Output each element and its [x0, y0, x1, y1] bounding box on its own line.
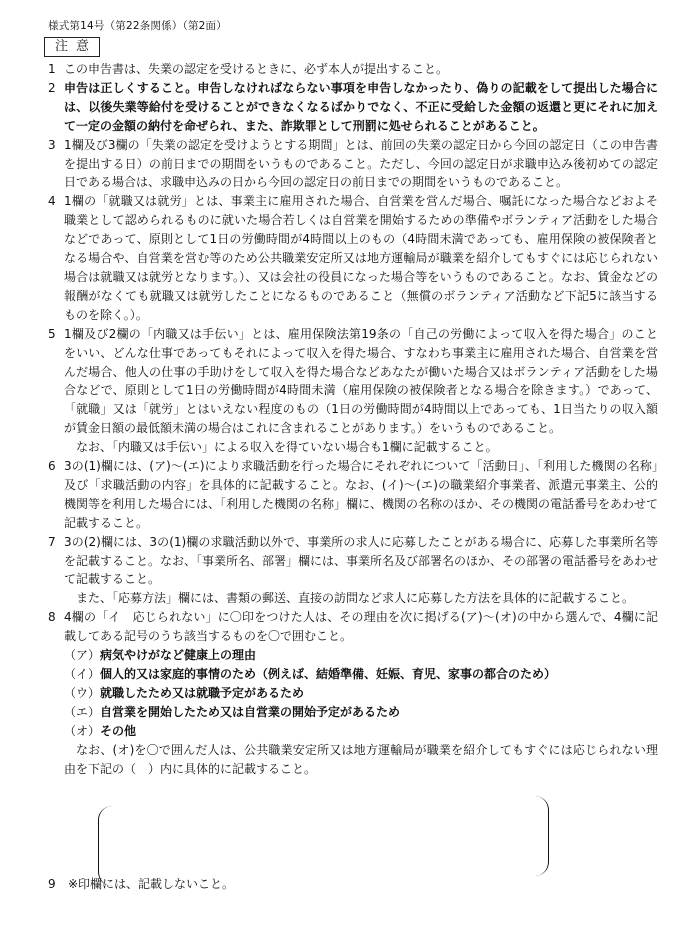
notice-item-5 [44, 325, 658, 438]
option-mark: （エ） [64, 704, 101, 719]
notice-item-7 [44, 533, 658, 590]
notice-item-8-note: なお、(オ)を〇で囲んだ人は、公共職業安定所又は地方運輸局が職業を紹介してもすぐには応じられない理由を下記の（ ）内に具体的に記載すること。 [64, 742, 658, 776]
reason-option-a [44, 646, 658, 665]
form-header: 様式第14号（第22条関係）（第2面） [48, 20, 227, 32]
reason-option-e [44, 703, 658, 722]
reason-option-i [44, 665, 658, 684]
option-text: 個人的又は家庭的事情のため（例えば、結婚準備、妊娠、育児、家事の都合のため） [100, 667, 557, 681]
item-text: 申告は正しくすること。申告しなければならない事項を申告しなかったり、偽りの記載をして提出した場合には、以後失業等給付を受けることができなくなるばかりでなく、不正に受給した金額の返還と更にそれに加えて一定の金額の納付を命ぜられ、また、詐欺罪として刑罰に処せられることがあること。 [64, 80, 658, 133]
reason-entry-right-parenthesis [534, 796, 549, 876]
notice-item-9 [48, 875, 234, 894]
reason-entry-left-parenthesis [98, 806, 113, 886]
notice-item-7-note: また、「応募方法」欄には、書類の郵送、直接の訪問など求人に応募した方法を具体的に記載すること。 [76, 591, 635, 606]
notice-body [44, 60, 658, 778]
notice-item-5-note: なお、「内職又は手伝い」による収入を得ていない場合も1欄に記載すること。 [76, 440, 498, 455]
notice-item-3 [44, 136, 658, 193]
item-number: 5 [48, 326, 56, 341]
item-number: 8 [48, 610, 56, 625]
option-text: その他 [100, 723, 137, 738]
item-number: 3 [48, 137, 56, 152]
item-number: 4 [48, 194, 56, 209]
item-text: ※印欄には、記載しないこと。 [68, 877, 235, 891]
reason-option-u [44, 684, 658, 703]
item-number: 9 [48, 877, 56, 891]
notice-label: 注意 [44, 37, 100, 57]
option-mark: （ウ） [64, 685, 101, 700]
notice-item-6 [44, 457, 658, 533]
option-text: 自営業を開始したため又は自営業の開始予定があるため [100, 704, 401, 719]
item-text: 1欄及び3欄の「失業の認定を受けようとする期間」とは、前回の失業の認定日から今回の認定日（この申告書を提出する日）の前日までの期間をいうものであること。ただし、今回の認定日が求職申込み後初めての認定日である場合は、求職申込みの日から今回の認定日の前日までの期間をいうものであること。 [64, 137, 658, 190]
item-text: この申告書は、失業の認定を受けるときに、必ず本人が提出すること。 [64, 62, 449, 76]
item-text: 4欄の「イ 応じられない」に〇印をつけた人は、その理由を次に掲げる(ア)～(オ)の中から選んで、4欄に記載してある記号のうち該当するものを〇で囲むこと。 [64, 610, 658, 644]
reason-option-o [44, 722, 658, 741]
item-number: 7 [48, 534, 56, 549]
item-number: 2 [48, 80, 56, 95]
notice-item-1 [44, 60, 658, 79]
option-text: 病気やけがなど健康上の理由 [100, 648, 257, 663]
option-mark: （ア） [64, 648, 101, 663]
option-mark: （オ） [64, 723, 101, 738]
item-number: 1 [48, 62, 56, 76]
item-text: 1欄及び2欄の「内職又は手伝い」とは、雇用保険法第19条の「自己の労働によって収入を得た場合」のことをいい、どんな仕事であってもそれによって収入を得た場合、すなわち事業主に雇用された場合、自営業を営んだ場合、他人の仕事の手助けをして収入を得た場合などあなたが働いた場合又はボランティア活動をした場合などで、原則として1日の労働時間が4時間未満（雇用保険の被保険者となる場合を除きます。）であって、「就職」又は「就労」とはいえない程度のもの（1日の労働時間が4時間以上であっても、1日当たりの収入額が賃金日額の最低額未満の場合はこれに含まれることがあります。）をいうものであること。 [64, 326, 658, 436]
option-mark: （イ） [64, 667, 101, 681]
item-text: 3の(2)欄には、3の(1)欄の求職活動以外で、事業所の求人に応募したことがある場合に、応募した事業所名等を記載すること。なお、「事業所名、部署」欄には、事業所名及び部署名のほか、その部署の電話番号をあわせて記載すること。 [64, 534, 659, 587]
item-text: 3の(1)欄には、(ア)～(エ)により求職活動を行った場合にそれぞれについて「活動日」、「利用した機関の名称」及び「求職活動の内容」を具体的に記載すること。なお、(イ)～(エ)の職業紹介事業者、派遣元事業主、公的機関等を利用した場合には、「利用した機関の名称」欄に、機関の名称のほか、その機関の電話番号をあわせて記載すること。 [64, 459, 659, 530]
notice-item-4 [44, 192, 658, 324]
option-text: 就職したため又は就職予定があるため [100, 685, 305, 700]
notice-item-2 [44, 79, 658, 136]
item-text: 1欄の「就職又は就労」とは、事業主に雇用された場合、自営業を営んだ場合、嘱託になった場合などおよそ職業として認められるものに就いた場合若しくは自営業を開始するための準備やボランティア活動をした場合などであって、原則として1日の労働時間が4時間以上のもの（4時間未満であっても、雇用保険の被保険者となる場合や、自営業を営む等のため公共職業安定所又は地方運輸局が職業を紹介してもすぐには応じられない場合は就職又は就労となります。）、又は会社の役員になった場合等をいうものであること。なお、賃金などの報酬がなくても就職又は就労したことになるものであること（無償のボランティア活動など下記5に該当するものを除く。）。 [64, 194, 658, 322]
item-number: 6 [48, 459, 56, 474]
notice-item-8 [44, 608, 658, 646]
